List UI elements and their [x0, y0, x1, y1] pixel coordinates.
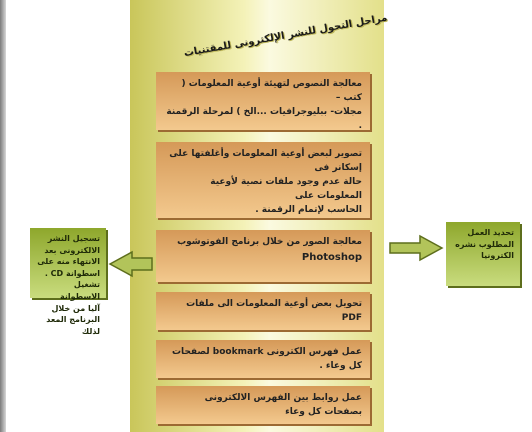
step-bookmark-index [156, 340, 370, 378]
define-work-box [446, 222, 520, 286]
step-line: معالجة النصوص لتهيئة أوعية المعلومات ( كتب – [181, 79, 362, 103]
box-line: المطلوب نشره [455, 239, 514, 249]
box-line: تسجيل النشر [47, 234, 100, 243]
step-line: Photoshop [301, 251, 362, 263]
step-line: تحويل بعض أوعية المعلومات الى ملفات PDF [186, 299, 362, 323]
step-photoshop [156, 230, 370, 282]
box-line: البرنامج المعد لذلك [46, 315, 100, 336]
box-line: اسطوانة CD . [44, 268, 100, 278]
arrow-left-icon [390, 236, 442, 260]
left-edge-strip [0, 0, 6, 432]
step-pdf-conversion [156, 292, 370, 330]
box-line: تحديد العمل [467, 228, 514, 237]
step-line: تصوير لبعض أوعية المعلومات وأغلفتها على إسكانر فى [169, 149, 362, 173]
step-line: مجلات- ببليوجرافيات ...الخ ) لمرحلة الرقمنة . [166, 106, 362, 131]
step-scanning [156, 142, 370, 218]
step-line: عمل روابط بين الفهرس الالكترونى بصفحات كل وعاء [204, 393, 362, 417]
step-index-links [156, 386, 370, 424]
step-line: الحاسب لإتمام الرقمنة . [255, 204, 362, 215]
cd-recording-box [30, 228, 106, 336]
box-line: الالكترونى بعد [44, 245, 100, 255]
box-line: آليا من خلال [51, 303, 100, 313]
diagram-title: مراحل التحول للنشر الإلكترونى للمقتنيات [183, 12, 389, 60]
box-line: الانتهاء منه على [37, 257, 100, 267]
box-line: الكترونيا [481, 251, 514, 261]
box-line: تشغيل الاسطوانة [60, 280, 100, 301]
step-line: عمل فهرس الكترونى bookmark لصفحات كل وعاء . [172, 347, 362, 371]
step-text-processing [156, 72, 370, 130]
step-line: معالجة الصور من خلال برنامج الفوتوشوب [177, 237, 362, 247]
step-line: حالة عدم وجود ملفات نصية لأوعية المعلومات على [210, 176, 362, 201]
